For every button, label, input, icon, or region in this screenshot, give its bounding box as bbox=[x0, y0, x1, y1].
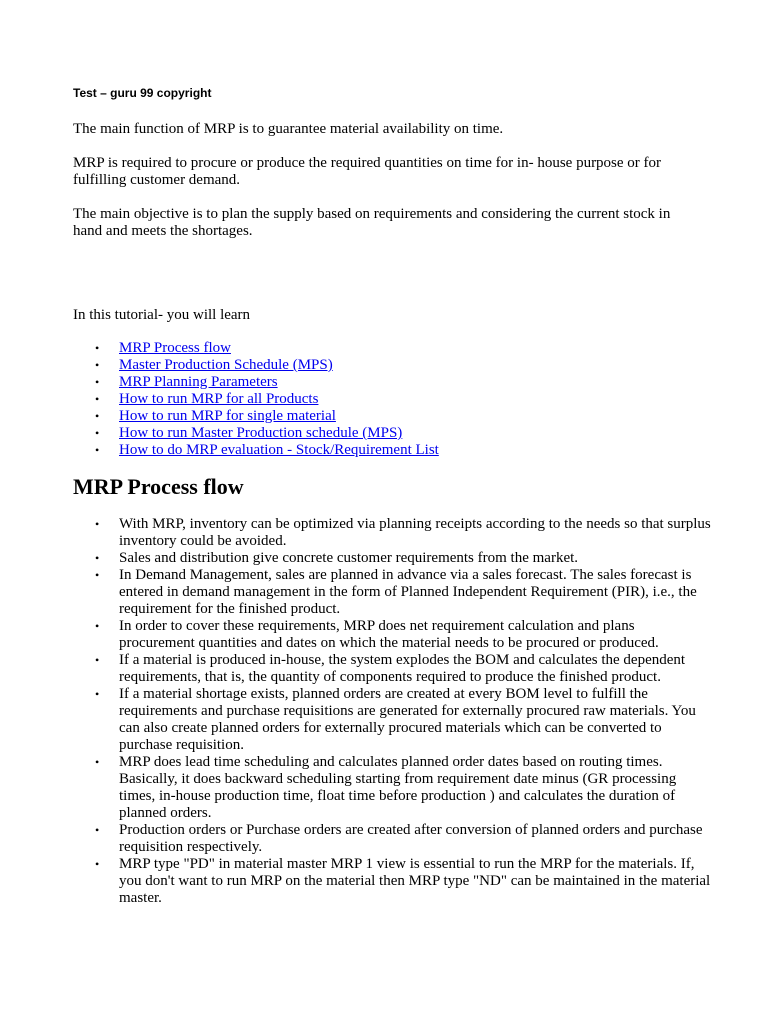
list-item-text: In Demand Management, sales are planned in advance via a sales forecast. The sales forecast is entered in demand management in the form of Planned Independent Requirement (PIR), i.e., the requirement for the finished product. bbox=[119, 567, 697, 617]
bullet-icon: • bbox=[95, 857, 100, 871]
page-header: Test – guru 99 copyright bbox=[73, 86, 212, 100]
bullet-icon: • bbox=[95, 341, 100, 355]
list-item bbox=[73, 822, 713, 856]
bullet-icon: • bbox=[95, 443, 100, 457]
toc-link-mps[interactable]: Master Production Schedule (MPS) bbox=[119, 357, 333, 373]
toc-item bbox=[73, 340, 713, 357]
list-item-text: Production orders or Purchase orders are created after conversion of planned orders and purchase requisition respectively. bbox=[119, 822, 703, 855]
list-item-text: Sales and distribution give concrete customer requirements from the market. bbox=[119, 550, 579, 566]
list-item bbox=[73, 686, 713, 754]
toc-item bbox=[73, 425, 713, 442]
list-item-text: MRP does lead time scheduling and calculates planned order dates based on routing times. Basically, it does backward scheduling starting from requirement date minus (GR processing times, in-house production time, float time before production ) and calculates the duration of planned orders. bbox=[119, 754, 677, 821]
section-title: MRP Process flow bbox=[73, 474, 244, 499]
bullet-icon: • bbox=[95, 755, 100, 769]
list-item bbox=[73, 652, 713, 686]
bullet-icon: • bbox=[95, 568, 100, 582]
list-item-text: MRP type "PD" in material master MRP 1 view is essential to run the MRP for the materials. If, you don't want to run MRP on the material then MRP type "ND" can be maintained in the material master. bbox=[119, 856, 711, 906]
list-item bbox=[73, 516, 713, 550]
toc-item bbox=[73, 442, 713, 459]
toc-link-run-mrp-single-material[interactable]: How to run MRP for single material bbox=[119, 408, 336, 424]
toc-intro: In this tutorial- you will learn bbox=[73, 307, 251, 323]
toc-item bbox=[73, 357, 713, 374]
list-item bbox=[73, 550, 713, 567]
toc-item bbox=[73, 391, 713, 408]
bullet-icon: • bbox=[95, 426, 100, 440]
bullet-icon: • bbox=[95, 392, 100, 406]
list-item bbox=[73, 856, 713, 907]
bullet-icon: • bbox=[95, 687, 100, 701]
bullet-icon: • bbox=[95, 551, 100, 565]
toc-link-run-mrp-all-products[interactable]: How to run MRP for all Products bbox=[119, 391, 319, 407]
intro-paragraph-1: The main function of MRP is to guarantee material availability on time. bbox=[73, 121, 504, 137]
list-item-text: With MRP, inventory can be optimized via planning receipts according to the needs so that surplus inventory could be avoided. bbox=[119, 516, 711, 549]
list-item-text: If a material is produced in-house, the system explodes the BOM and calculates the dependent requirements, that is, the quantity of components required to produce the finished product. bbox=[119, 652, 686, 685]
bullet-icon: • bbox=[95, 619, 100, 633]
bullet-icon: • bbox=[95, 409, 100, 423]
list-item bbox=[73, 618, 713, 652]
bullet-icon: • bbox=[95, 358, 100, 372]
list-item bbox=[73, 754, 713, 822]
bullet-icon: • bbox=[95, 823, 100, 837]
list-item-text: If a material shortage exists, planned orders are created at every BOM level to fulfill the requirements and purchase requisitions are generated for externally procured raw materials. You can also create planned orders for externally procured materials which can be converted to purchase requisition. bbox=[119, 686, 696, 753]
toc-list bbox=[73, 340, 713, 459]
intro-paragraph-3: The main objective is to plan the supply based on requirements and considering the current stock in hand and meets the shortages. bbox=[73, 206, 671, 239]
toc-link-run-mps[interactable]: How to run Master Production schedule (MPS) bbox=[119, 425, 403, 441]
list-item-text: In order to cover these requirements, MRP does net requirement calculation and plans procurement quantities and dates on which the material needs to be procured or produced. bbox=[119, 618, 659, 651]
toc-link-mrp-evaluation[interactable]: How to do MRP evaluation - Stock/Requirement List bbox=[119, 442, 439, 458]
process-flow-list bbox=[73, 516, 713, 907]
bullet-icon: • bbox=[95, 375, 100, 389]
bullet-icon: • bbox=[95, 653, 100, 667]
list-item bbox=[73, 567, 713, 618]
toc-link-mrp-process-flow[interactable]: MRP Process flow bbox=[119, 340, 231, 356]
toc-item bbox=[73, 374, 713, 391]
bullet-icon: • bbox=[95, 517, 100, 531]
toc-link-planning-parameters[interactable]: MRP Planning Parameters bbox=[119, 374, 278, 390]
toc-item bbox=[73, 408, 713, 425]
intro-paragraph-2: MRP is required to procure or produce the required quantities on time for in- house purpose or for fulfilling customer demand. bbox=[73, 155, 662, 188]
